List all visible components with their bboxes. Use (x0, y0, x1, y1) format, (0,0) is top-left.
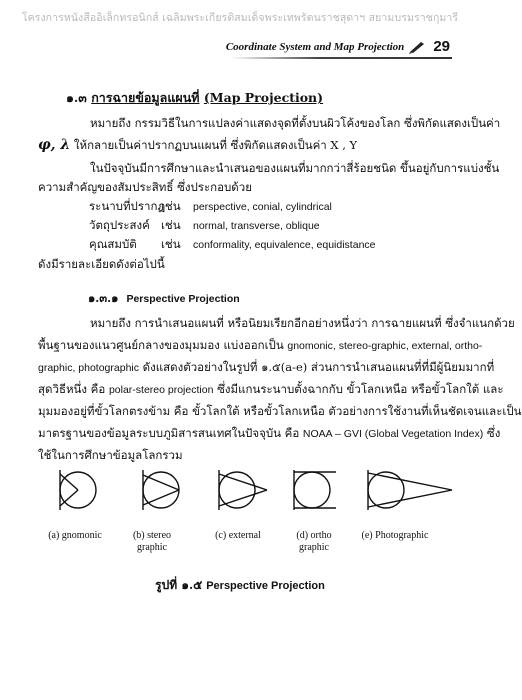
subsection-title: Perspective Projection (126, 293, 240, 305)
figure-label-d (283, 530, 345, 554)
list-item-link: เช่น (161, 217, 181, 232)
watermark-text: โครงการหนังสืออิเล็กทรอนิกส์ เฉลิมพระเกียรติสมเด็จพระเทพรัตนราชสุดาฯ สยามบรมราชกุมารี (21, 12, 459, 24)
list-item-examples: conformality, equivalence, equidistance (193, 238, 376, 251)
paragraph-line-3 (38, 359, 494, 376)
label-line: (c) external (215, 530, 261, 541)
paragraph-line-4 (38, 381, 504, 398)
paragraph-text: หมายถึง การนำเสนอแผนที่ หรือนิยมเรียกอีกอย่างหนึ่งว่า การฉายแผนที่ ซึ่งจำแนกด้วย (90, 316, 515, 330)
list-item-link: เช่น (161, 236, 181, 251)
section-number: ๑.๓ (66, 90, 87, 105)
label-line: (a) gnomonic (48, 530, 102, 541)
list-item (89, 235, 376, 254)
header-title: Coordinate System and Map Projection (225, 40, 405, 53)
list-item-label: ระนาบที่ปรากฏ (89, 198, 166, 213)
paragraph-text: ซึ่งมีแกนระนาบตั้งฉากกับ ขั้วโลกเหนือ หรือขั้วโลกใต้ และ (213, 382, 504, 396)
subsection-heading (88, 290, 240, 307)
paragraph-text: ดังแสดงตัวอย่างในรูปที่ ๑.๕(a-e) ส่วนการนำเสนอแผนที่ที่มีผู้นิยมมากที่ (139, 360, 495, 374)
photographic-diagram (368, 470, 452, 510)
intro-line-4: ความสำคัญของสัมประสิทธิ์ ซึ่งประกอบด้วย (38, 180, 252, 194)
gnomonic-diagram (60, 470, 96, 510)
label-line: (e) Photographic (361, 530, 429, 541)
intro-line-2 (38, 137, 357, 153)
intro-line-1: หมายถึง กรรมวิธีในการแปลงค่าแสดงจุดที่ตั้งบนผิวโค้งของโลก ซึ่งพิกัดแสดงเป็นค่า (90, 116, 501, 130)
figure-label-c (203, 530, 273, 542)
label-line: graphic (299, 542, 329, 553)
section-title-en: (Map Projection) (203, 90, 324, 105)
projection-figure (40, 470, 460, 510)
list-item (89, 216, 376, 235)
paragraph-latin: gnomonic, stereo-graphic, external, ortho- (287, 340, 483, 352)
running-header (226, 38, 450, 55)
paragraph-text: มุมมองอยู่ที่ขั้วโลกตรงข้าม คือ ขั้วโลกใต้ หรือขั้วโลกเหนือ ตัวอย่างการใช้งานที่เห็นชัดเจนและเป็น (38, 404, 522, 418)
paragraph-latin: NOAA – GVI (Global Vegetation Index) (302, 428, 484, 440)
paragraph-text: ซึ่ง (483, 426, 501, 440)
list-item (89, 197, 376, 216)
paragraph-line-5 (38, 403, 522, 419)
list-item-label: คุณสมบัติ (89, 236, 137, 251)
page-number: 29 (433, 38, 450, 55)
paragraph-text: มาตรฐานของข้อมูลระบบภูมิสารสนเทศในปัจจุบัน คือ (38, 426, 303, 440)
paragraph-line-2 (38, 337, 482, 354)
details-note: ดังมีรายละเอียดดังต่อไปนี้ (38, 257, 165, 271)
figure-caption-title: Perspective Projection (206, 580, 325, 592)
section-heading (66, 90, 323, 106)
intro-line-2-text: ให้กลายเป็นค่าปรากฏบนแผนที่ ซึ่งพิกัดแสดงเป็นค่า X , Y (70, 138, 358, 152)
stereographic-diagram (143, 470, 179, 510)
list-item-link: เช่น (161, 198, 181, 213)
paragraph-line-1 (90, 315, 515, 331)
paragraph-latin: polar-stereo projection (108, 384, 214, 396)
label-line: (b) stereo (132, 530, 172, 541)
list-item-examples: normal, transverse, oblique (193, 219, 320, 232)
pen-icon (408, 40, 426, 54)
header-rule (230, 57, 452, 59)
figure-label-b (122, 530, 182, 554)
figure-caption (0, 576, 480, 595)
paragraph-line-7 (38, 447, 183, 463)
label-line: (d) ortho (296, 530, 332, 541)
section-title-th: การฉายข้อมูลแผนที่ (91, 90, 200, 105)
paragraph-line-6 (38, 425, 500, 442)
subsection-number: ๑.๓.๑ (88, 291, 119, 305)
list-item-label: วัตถุประสงค์ (89, 217, 150, 232)
paragraph-latin: graphic, photographic (38, 362, 139, 374)
figure-label-e (352, 530, 438, 542)
orthographic-diagram (294, 470, 336, 510)
greek-symbols: φ, λ (38, 137, 71, 153)
list-item-examples: perspective, conial, cylindrical (193, 200, 332, 213)
figure-label-a (40, 530, 110, 542)
paragraph-text: ใช้ในการศึกษาข้อมูลโลกรวม (38, 448, 183, 462)
figure-caption-number: รูปที่ ๑.๕ (155, 578, 203, 592)
external-diagram (219, 470, 267, 510)
classification-list (89, 197, 376, 254)
paragraph-text: พื้นฐานของแนวศูนย์กลางของมุมมอง แบ่งออกเป็น (38, 338, 288, 352)
label-line: graphic (137, 542, 167, 553)
intro-line-3: ในปัจจุบันมีการศึกษาและนำเสนอของแผนที่มากกว่าสี่ร้อยชนิด ขึ้นอยู่กับการแบ่งชั้น (90, 161, 500, 175)
paragraph-text: สุดวิธีหนึ่ง คือ (38, 382, 109, 396)
